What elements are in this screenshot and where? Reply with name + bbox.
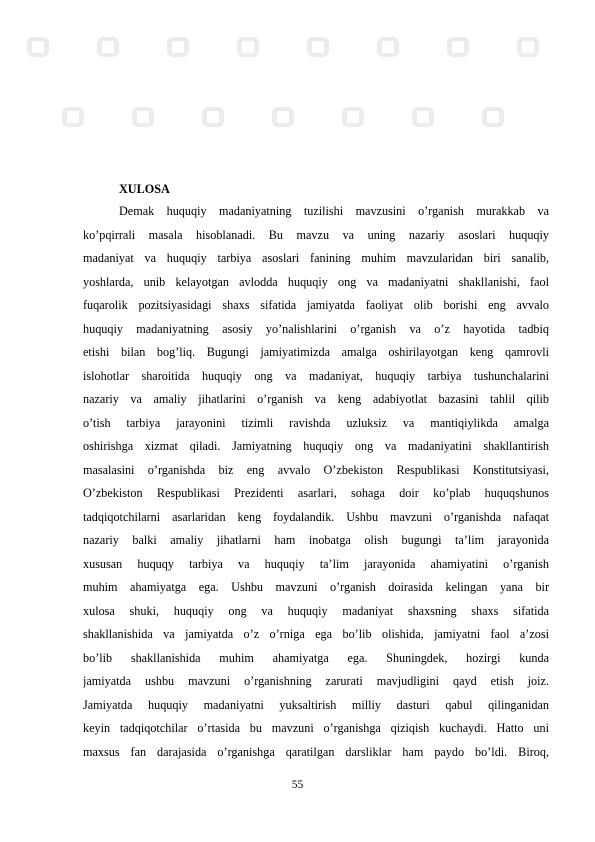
faint-logo-watermark-icon: [166, 36, 190, 58]
watermark-row-top: [0, 32, 595, 62]
text-line: Demak huquqiy madaniyatning tuzilishi mavzusini o’rganish murakkab va: [119, 204, 549, 218]
text-line: shakllanishida va jamiyatda o’z o’rniga ega bo’lib olishida, jamiyatni faol a’zosi: [83, 627, 549, 641]
text-line: huquqiy madaniyatning asosiy yo’nalishlarini o’rganish va o’z hayotida tadbiq: [83, 321, 549, 336]
text-line: tadqiqotchilarni asarlaridan keng foydalandik. Ushbu mavzuni o’rganishda nafaqat: [83, 509, 549, 524]
text-line: xususan huquqy tarbiya va huquqiy ta’lim jarayonida ahamiyatini o’rganish: [83, 556, 549, 571]
section-heading: XULOSA: [119, 182, 170, 196]
text-line: keyin tadqiqotchilar o’rtasida bu mavzuni o’rganishga qiziqish kuchaydi. Hatto uni: [83, 721, 549, 735]
text-line: nazariy balki amaliy jihatlarni ham inobatga olish bugungi ta’lim jarayonida: [83, 533, 549, 547]
text-line: jamiyatda ushbu mavzuni o’rganishning zarurati mavjudligini qayd etish joiz.: [83, 674, 549, 688]
faint-logo-watermark-icon: [271, 106, 295, 128]
faint-logo-watermark-icon: [96, 36, 120, 58]
faint-logo-watermark-icon: [201, 106, 225, 128]
faint-logo-watermark-icon: [481, 106, 505, 128]
text-line: bo’lib shakllanishida muhim ahamiyatga ega. Shuningdek, hozirgi kunda: [83, 650, 549, 665]
text-line: Jamiyatda huquqiy madaniyatni yuksaltirish milliy dasturi qabul qilinganidan: [83, 697, 549, 712]
faint-logo-watermark-icon: [341, 106, 365, 128]
page-number: 55: [291, 779, 304, 791]
text-line: oshirishga xizmat qiladi. Jamiyatning huquqiy ong va madaniyatini shakllantirish: [83, 439, 549, 453]
faint-logo-watermark-icon: [516, 36, 540, 58]
text-line: masalasini o’rganishda biz eng avvalo O’zbekiston Respublikasi Konstitutsiyasi,: [83, 462, 549, 477]
faint-logo-watermark-icon: [446, 36, 470, 58]
faint-logo-watermark-icon: [61, 106, 85, 128]
text-line: o’tish tarbiya jarayonini tizimli ravishda uzluksiz va mantiqiylikda amalga: [83, 415, 549, 430]
faint-logo-watermark-icon: [376, 36, 400, 58]
faint-logo-watermark-icon: [236, 36, 260, 58]
text-line: ko’pqirrali masala hisoblanadi. Bu mavzu va uning nazariy asoslari huquqiy: [83, 227, 549, 242]
faint-logo-watermark-icon: [131, 106, 155, 128]
text-line: xulosa shuki, huquqiy ong va huquqiy madaniyat shaxsning shaxs sifatida: [83, 603, 549, 618]
faint-logo-watermark-icon: [306, 36, 330, 58]
faint-logo-watermark-icon: [411, 106, 435, 128]
text-line: O’zbekiston Respublikasi Prezidenti asarlari, sohaga doir ko’plab huquqshunos: [83, 486, 549, 500]
text-line: nazariy va amaliy jihatlarini o’rganish va keng adabiyotlat bazasini tahlil qilib: [83, 392, 549, 406]
document-body: [83, 178, 549, 764]
text-line: fuqarolik pozitsiyasidagi shaxs sifatida jamiyatda faoliyat olib borishi eng avvalo: [83, 298, 549, 312]
text-line: maxsus fan darajasida o’rganishga qaratilgan darsliklar ham paydo bo’ldi. Biroq,: [83, 744, 549, 759]
text-line: muhim ahamiyatga ega. Ushbu mavzuni o’rganish doirasida kelingan yana bir: [83, 580, 549, 594]
text-line: madaniyat va huquqiy tarbiya asoslari fanining muhim mavzularidan biri sanalib,: [83, 251, 549, 265]
faint-logo-watermark-icon: [26, 36, 50, 58]
text-line: yoshlarda, unib kelayotgan avlodda huquqiy ong va madaniyatni shakllanishi, faol: [83, 274, 549, 289]
text-line: etishi bilan bog’liq. Bugungi jamiyatimizda amalga oshirilayotgan keng qamrovli: [83, 345, 549, 359]
watermark-row-middle: [0, 102, 595, 132]
text-line: islohotlar sharoitida huquqiy ong va madaniyat, huquqiy tarbiya tushunchalarini: [83, 368, 549, 383]
